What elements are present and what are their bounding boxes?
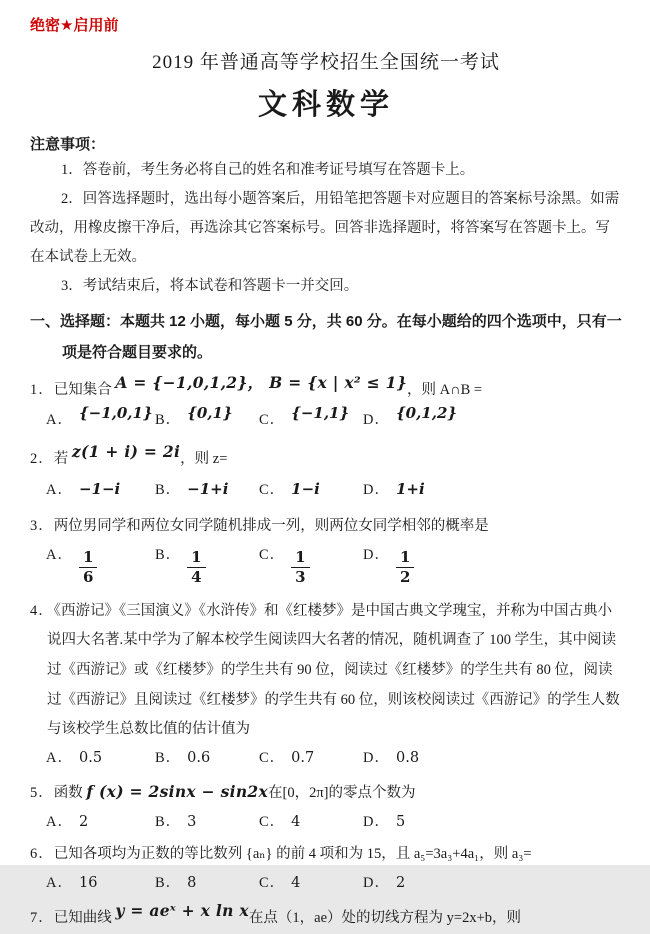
subject-title: 文科数学 bbox=[257, 89, 394, 121]
question-number: 4． bbox=[30, 602, 54, 619]
question-4 bbox=[30, 597, 622, 771]
stem-text: 函数 bbox=[53, 785, 83, 802]
option-a: A． 16 bbox=[46, 874, 98, 891]
option-c: C． $\frac{1}{3}$ bbox=[259, 544, 363, 587]
question-1-options bbox=[30, 404, 622, 432]
option-a: A． 2 bbox=[46, 814, 89, 831]
question-5 bbox=[30, 776, 622, 834]
fraction: $\frac{1}{4}$ bbox=[187, 549, 205, 587]
question-6-options bbox=[30, 872, 622, 895]
option-d: D． 0.8 bbox=[363, 750, 420, 767]
option-a: A． {−1,0,1} bbox=[46, 404, 153, 429]
complex-formula: z(1 + i) = 2i bbox=[71, 442, 181, 462]
option-c: C． 4 bbox=[259, 874, 301, 891]
question-number: 5． bbox=[30, 785, 54, 802]
stem-text: 已知曲线 bbox=[53, 910, 112, 927]
option-b: B． 3 bbox=[155, 814, 197, 831]
question-4-options bbox=[30, 747, 622, 770]
question-3-options bbox=[30, 544, 622, 587]
option-b: B． {0,1} bbox=[155, 404, 233, 429]
option-a: A． $\frac{1}{6}$ bbox=[46, 544, 155, 587]
stem-text: 已知集合 bbox=[53, 381, 112, 398]
exam-title: 2019 年普通高等学校招生全国统一考试 bbox=[152, 52, 500, 73]
question-2-options bbox=[30, 477, 622, 502]
question-number: 1． bbox=[30, 381, 54, 398]
option-c: C． 0.7 bbox=[259, 750, 315, 767]
notice-item-3: 3．考试结束后，将本试卷和答题卡一并交回。 bbox=[61, 278, 359, 294]
option-b: B． −1+i bbox=[155, 480, 229, 499]
option-d: D． $\frac{1}{2}$ bbox=[363, 544, 414, 587]
stem-text: ，则 z= bbox=[180, 451, 228, 468]
stem-text: 两位男同学和两位女同学随机排成一列，则两位女同学相邻的概率是 bbox=[53, 518, 489, 535]
option-c: C． {−1,1} bbox=[259, 404, 350, 429]
option-a: A． −1−i bbox=[46, 480, 121, 499]
notice-item-2: 2．回答选择题时，选出每小题答案后，用铅笔把答题卡对应题目的答案标号涂黑。如需改动，用橡皮擦干净后，再选涂其它答案标号。回答非选择题时，将答案写在答题卡上。写在本试卷上无效。 bbox=[30, 191, 620, 265]
question-5-stem bbox=[30, 776, 622, 809]
question-2 bbox=[30, 442, 622, 502]
stem-text: 若 bbox=[53, 451, 69, 468]
question-number: 3． bbox=[30, 518, 54, 535]
stem-text: 《西游记》《三国演义》《水浒传》和《红楼梦》是中国古典文学瑰宝，并称为中国古典小说四大名著.某中学为了解本校学生阅读四大名著的情况，随机调查了 100 学生，其中阅读过《西游记》或《红楼梦》的学生共有 90 位，阅读过《红楼梦》的学生共有 80 位，阅读过《西游记》且阅读过《红楼梦》的学生共有 60 位，则该校阅读过《西游记》的学生人数与该校学生总数比值的估计值为 bbox=[47, 602, 620, 738]
option-b: B． $\frac{1}{4}$ bbox=[155, 544, 259, 587]
question-number: 2． bbox=[30, 451, 54, 468]
fraction: $\frac{1}{6}$ bbox=[79, 549, 97, 587]
option-d: D． 1+i bbox=[363, 480, 425, 499]
option-d: D． 5 bbox=[363, 814, 406, 831]
function-formula: f (x) = 2sinx − sin2x bbox=[86, 782, 269, 802]
classification-label: 绝密★启用前 bbox=[30, 17, 119, 34]
stem-text: 在[0，2π]的零点个数为 bbox=[268, 785, 416, 802]
notice-section bbox=[30, 133, 622, 301]
curve-formula: y = aeˣ + x ln x bbox=[115, 901, 249, 921]
option-c: C． 1−i bbox=[259, 480, 320, 499]
option-d: D． {0,1,2} bbox=[363, 404, 458, 429]
option-b: B． 0.6 bbox=[155, 750, 211, 767]
fraction: $\frac{1}{3}$ bbox=[291, 549, 309, 587]
question-number: 6． bbox=[30, 846, 54, 863]
question-5-options bbox=[30, 811, 622, 834]
question-6 bbox=[30, 840, 622, 895]
option-b: B． 8 bbox=[155, 874, 197, 891]
set-formula: A = {−1,0,1,2}， B = {x | x² ≤ 1} bbox=[115, 372, 408, 392]
question-7 bbox=[30, 901, 622, 934]
stem-text: ，则 A∩B = bbox=[407, 381, 483, 398]
question-7-stem bbox=[30, 901, 622, 934]
stem-text: 已知各项均为正数的等比数列 {aₙ} 的前 4 项和为 15，且 a₅=3a₃+4a₁，则 a₃= bbox=[53, 846, 532, 863]
question-1 bbox=[30, 373, 622, 433]
question-3 bbox=[30, 512, 622, 586]
question-3-stem bbox=[30, 512, 622, 542]
option-d: D． 2 bbox=[363, 874, 406, 891]
question-number: 7． bbox=[30, 910, 54, 927]
question-4-stem bbox=[30, 597, 622, 746]
notice-item-1: 1．答卷前，考生务必将自己的姓名和准考证号填写在答题卡上。 bbox=[61, 162, 475, 178]
question-2-stem bbox=[30, 442, 622, 475]
option-a: A． 0.5 bbox=[46, 750, 103, 767]
notice-heading: 注意事项： bbox=[30, 136, 106, 153]
stem-text: 在点（1，ae）处的切线方程为 y=2x+b，则 bbox=[248, 910, 522, 927]
section-heading: 一、选择题：本题共 12 小题，每小题 5 分，共 60 分。在每小题给的四个选项中，只有一项是符合题目要求的。 bbox=[30, 313, 622, 361]
question-6-stem bbox=[30, 840, 622, 870]
option-c: C． 4 bbox=[259, 814, 301, 831]
fraction: $\frac{1}{2}$ bbox=[396, 549, 414, 587]
